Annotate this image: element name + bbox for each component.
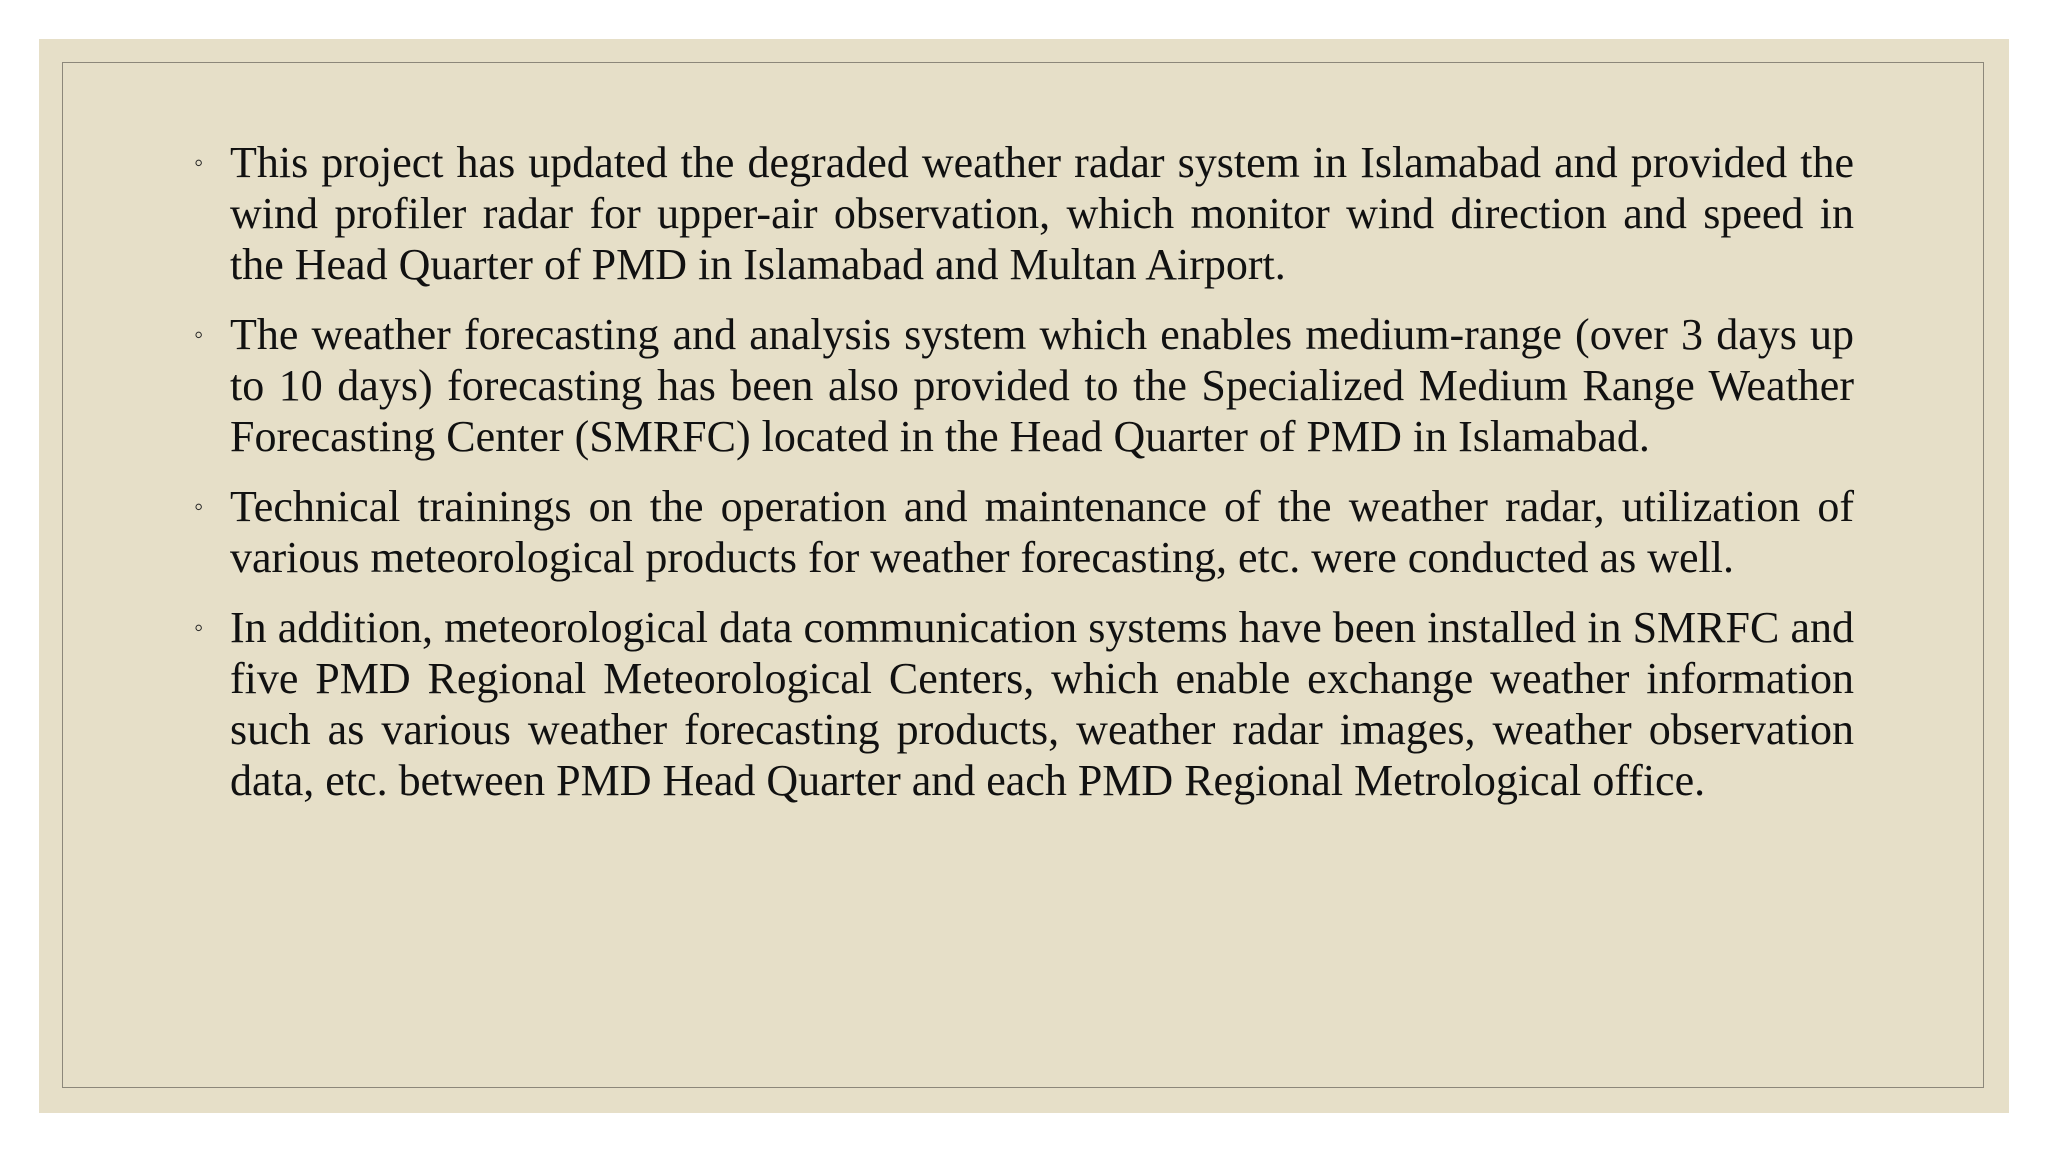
bullet-circle-icon: ◦ bbox=[194, 320, 204, 349]
bullet-circle-icon: ◦ bbox=[194, 492, 204, 521]
bullet-text: The weather forecasting and analysis system which enables medium-range (over 3 days up to 10 days) forecasting has been also provided to the Specialized Medium Range Weather Forecasting Center (SMRFC) located in the Head Quarter of PMD in Islamabad. bbox=[230, 310, 1854, 461]
bullet-text: In addition, meteorological data communication systems have been installed in SMRFC and five PMD Regional Meteorological Centers, which enable exchange weather information such as various weather forecasting products, weather radar images, weather observation data, etc. between PMD Head Quarter and each PMD Regional Metrological office. bbox=[230, 603, 1854, 805]
bullet-text: Technical trainings on the operation and maintenance of the weather radar, utilization of various meteorological products for weather forecasting, etc. were conducted as well. bbox=[230, 482, 1854, 582]
list-item bbox=[194, 137, 1854, 290]
bullet-circle-icon: ◦ bbox=[194, 613, 204, 642]
list-item bbox=[194, 481, 1854, 583]
list-item bbox=[194, 602, 1854, 806]
bullet-circle-icon: ◦ bbox=[194, 148, 204, 177]
list-item bbox=[194, 309, 1854, 462]
bullet-list bbox=[194, 137, 1854, 825]
slide bbox=[39, 39, 2009, 1113]
bullet-text: This project has updated the degraded weather radar system in Islamabad and provided the wind profiler radar for upper-air observation, which monitor wind direction and speed in the Head Quarter of PMD in Islamabad and Multan Airport. bbox=[230, 138, 1854, 289]
